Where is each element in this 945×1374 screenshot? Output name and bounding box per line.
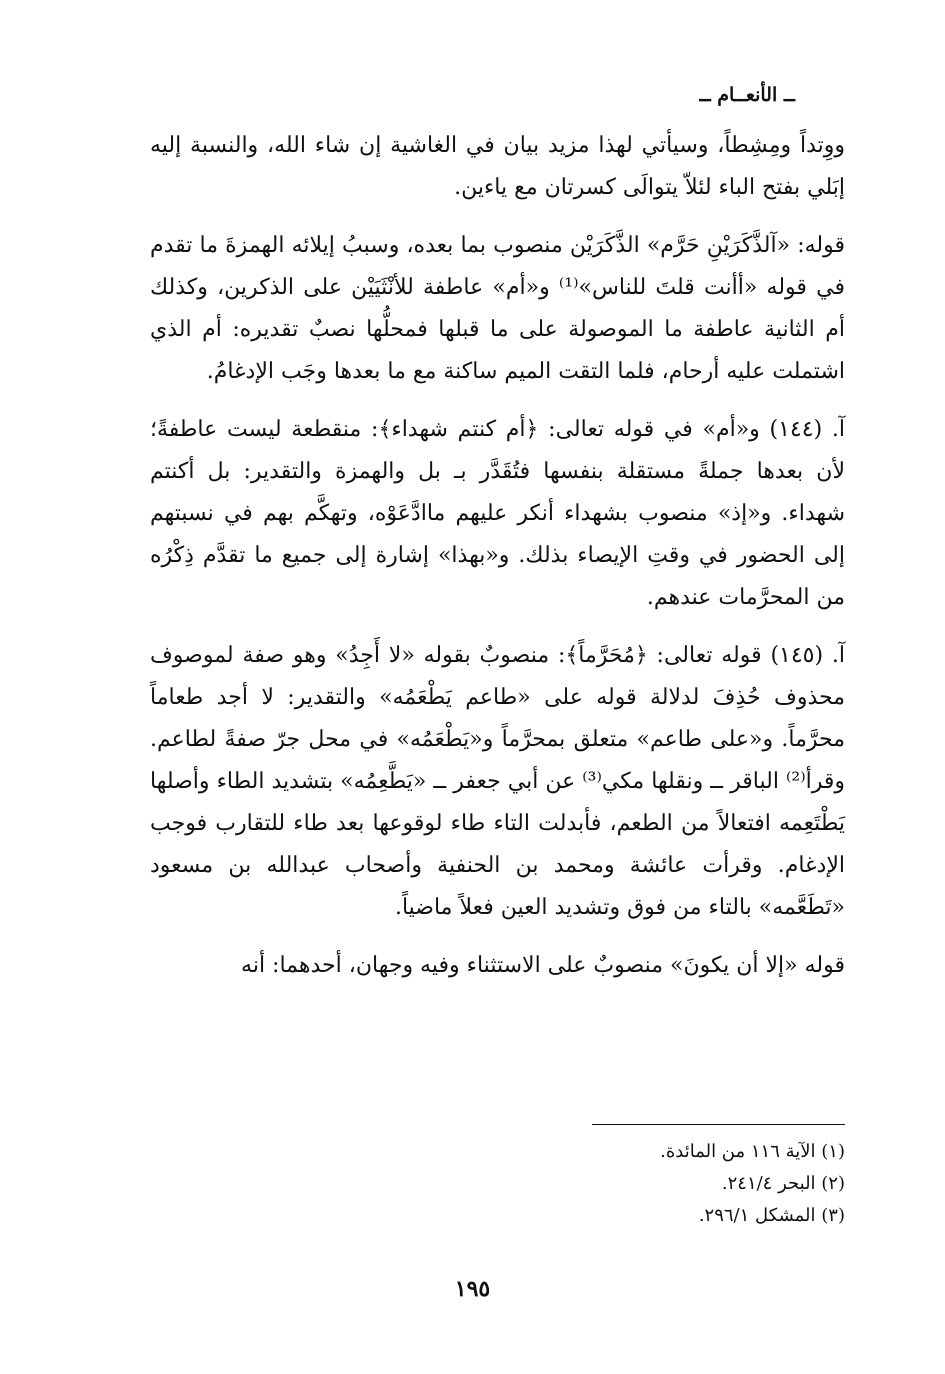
footnote: (٢) البحر ٢٤١/٤. bbox=[721, 1173, 845, 1194]
footnote: (١) الآية ١١٦ من المائدة. bbox=[660, 1141, 845, 1162]
footnote: (٣) المشكل ٢٩٦/١. bbox=[698, 1205, 845, 1226]
paragraph: قوله: «آلذَّكَرَيْنِ حَرَّم» الذَّكَرَيْن منصوب بما بعده، وسببُ إيلائه الهمزةَ ما تقدم في قوله «أأنت قلتَ للناس»⁽¹⁾ و«أم» عاطفة للأنْثَيَيْن على الذكرين، وكذلك أم الثانية عاطفة ما الموصولة على ما قبلها فمحلُّها نصبٌ تقديره: أم الذي اشتملت عليه أرحام، فلما التقت الميم ساكنة مع ما بعدها وجَب الإدغامُ. bbox=[150, 233, 845, 384]
paragraph: قوله «إلا أن يكونَ» منصوبٌ على الاستثناء وفيه وجهان، أحدهما: أنه bbox=[241, 953, 845, 978]
running-head: ــ الأنعــام ــ bbox=[699, 84, 795, 106]
page-number: ١٩٥ bbox=[454, 1276, 491, 1302]
paragraph: آ. (١٤٥) قوله تعالى: ﴿مُحَرَّماً﴾: منصوبٌ بقوله «لا أَجِدُ» وهو صفة لموصوف محذوف حُذِفَ لدلالة قوله على «طاعم يَطْعَمُه» والتقدير: لا أجد طعاماً محرَّماً. و«على طاعم» متعلق بمحرَّماً و«يَطْعَمُه» في محل جرّ صفةً لطاعم. وقرأ⁽²⁾ الباقر ــ ونقلها مكي⁽³⁾ عن أبي جعفر ــ «يَطَّعِمُه» بتشديد الطاء وأصلها يَطْتَعِمه افتعالاً من الطعم، فأبدلت التاء طاء لوقوعها بعد طاء للتقارب فوجب الإدغام. وقرأت عائشة ومحمد بن الحنفية وأصحاب عبدالله بن مسعود «تَطَعَّمه» بالتاء من فوق وتشديد العين فعلاً ماضياً. bbox=[150, 643, 846, 920]
paragraph: ووِتداً ومِشِطاً، وسيأتي لهذا مزيد بيان في الغاشية إن شاء الله، والنسبة إليه إبَلي بفتح الباء لئلاّ يتوالَى كسرتان مع ياءين. bbox=[150, 133, 845, 200]
main-text bbox=[150, 125, 845, 1003]
footnotes bbox=[445, 1136, 845, 1232]
paragraph: آ. (١٤٤) و«أم» في قوله تعالى: ﴿أم كنتم شهداء﴾: منقطعة ليست عاطفةً؛ لأن بعدها جملةً مستقلة بنفسها فتُقَدَّر بـ بل والهمزة والتقدير: بل أكنتم شهداء. و«إذ» منصوب بشهداء أنكر عليهم ماادَّعَوْه، وتهكَّم بهم في نسبتهم إلى الحضور في وقتِ الإيصاء بذلك. و«بهذا» إشارة إلى جميع ما تقدَّم ذِكْرُه من المحرَّمات عندهم. bbox=[150, 417, 845, 610]
footnote-divider bbox=[592, 1124, 845, 1125]
